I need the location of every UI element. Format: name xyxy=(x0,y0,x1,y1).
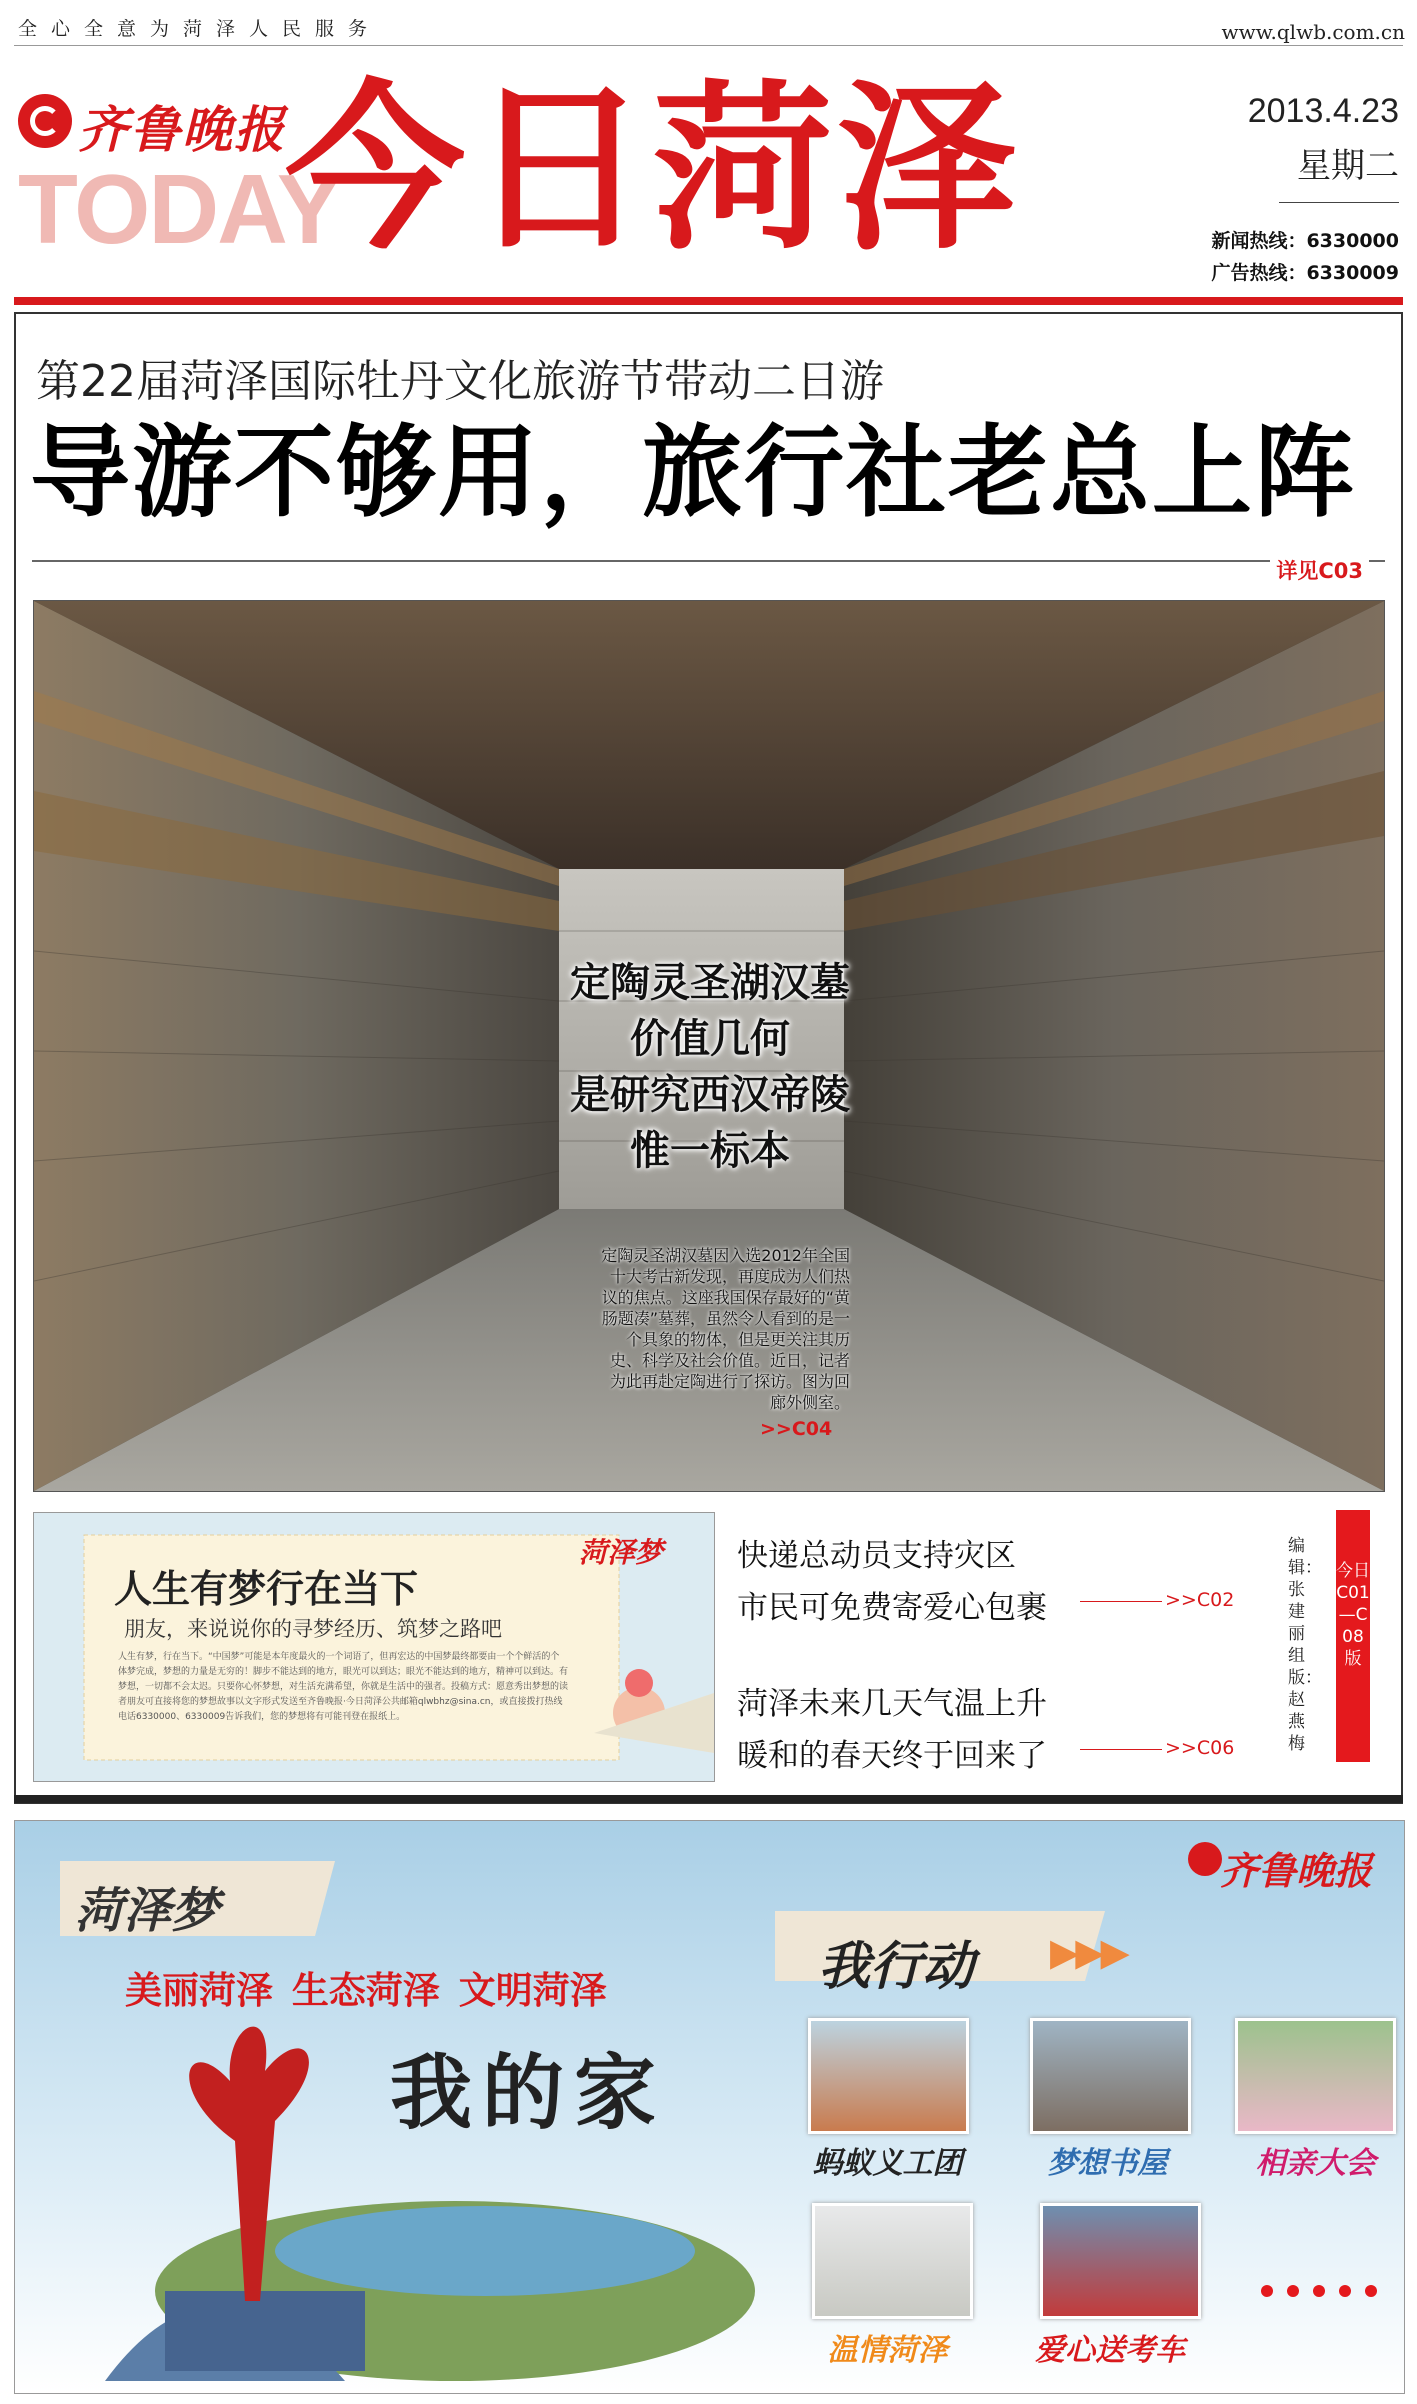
section-index-tab: 今日C01—C08版 xyxy=(1336,1510,1370,1762)
arrow-right-icon: ▶▶▶ xyxy=(1050,1930,1126,1974)
top-divider xyxy=(14,45,1403,46)
label-ant-volunteers[interactable]: 蚂蚁义工团 xyxy=(812,2146,963,2181)
dream-promo[interactable] xyxy=(33,1512,715,1782)
advert-action: 我行动 xyxy=(818,1936,975,1997)
today-logo: TODAY xyxy=(18,154,341,264)
thumb-blind-date[interactable] xyxy=(1235,2018,1396,2134)
headline-rule xyxy=(32,560,1385,562)
photo-caption: 定陶灵圣湖汉墓因入选2012年全国十大考古新发现，再度成为人们热议的焦点。这座我国保存最好的“黄肠题凑”墓葬，虽然令人看到的是一个具象的物体，但是更关注其历史、科学及社会价值。近日，记者为此再赴定陶进行了探访。图为回廊外侧室。 xyxy=(601,1246,850,1412)
promo-tag: 菏泽梦 xyxy=(579,1536,664,1569)
news-2-leader xyxy=(1080,1749,1162,1750)
news-2-line-2[interactable]: 暖和的春天终于回来了 xyxy=(737,1738,1047,1774)
masthead-rule xyxy=(14,297,1403,305)
website-link[interactable]: www.qlwb.com.cn xyxy=(1221,20,1405,44)
caption-ref-link[interactable]: >>C04 xyxy=(760,1418,833,1440)
masthead-slogan: 全心全意为菏泽人民服务 xyxy=(18,18,382,40)
thumb-exam-car[interactable] xyxy=(1040,2203,1201,2319)
advert-home: 我的家 xyxy=(390,2045,667,2141)
date-divider xyxy=(1279,202,1399,203)
brand-name: 齐鲁晚报 xyxy=(78,100,286,159)
issue-date: 2013.4.23 xyxy=(1247,92,1399,130)
news-hotline: 新闻热线：6330000 xyxy=(1211,230,1399,252)
overlay-line-1: 定陶灵圣湖汉墓 xyxy=(570,960,850,1006)
issue-weekday: 星期二 xyxy=(1297,146,1399,186)
news-1-line-1[interactable]: 快递总动员支持灾区 xyxy=(737,1538,1016,1574)
qilu-logo-icon xyxy=(18,94,72,148)
label-exam-car[interactable]: 爱心送考车 xyxy=(1035,2333,1185,2368)
news-1-line-2[interactable]: 市民可免费寄爱心包裹 xyxy=(737,1590,1047,1626)
lead-bottom-rule xyxy=(14,1795,1403,1803)
news-2-line-1[interactable]: 菏泽未来几天气温上升 xyxy=(737,1686,1047,1722)
advert-brand: 齐鲁晚报 xyxy=(1220,1848,1373,1893)
photo-overlay-title xyxy=(520,955,900,1179)
thumb-dream-bookhouse[interactable] xyxy=(1030,2018,1191,2134)
promo-subtitle: 朋友，来说说你的寻梦经历、筑梦之路吧 xyxy=(124,1617,502,1641)
see-also-link[interactable]: 详见C03 xyxy=(1270,555,1369,585)
news-2-ref[interactable]: >>C06 xyxy=(1165,1737,1235,1759)
paper-title: 今日菏泽 xyxy=(285,65,1022,274)
promo-body: 人生有梦，行在当下。“中国梦”可能是本年度最火的一个词语了，但再宏达的中国梦最终都要由一个个鲜活的个体梦完成，梦想的力量是无穷的！脚步不能达到的地方，眼光可以到达；眼光不能达到的地方，精神可以到达。有梦想，一切都不会太迟。只要你心怀梦想，对生活充满希望，你就是生活中的强者。投稿方式：愿意秀出梦想的读者朋友可直接将您的梦想故事以文字形式发送至齐鲁晚报·今日菏泽公共邮箱qlwbhz@sina.cn，或直接拨打热线电话6330000、6330009告诉我们，您的梦想将有可能刊登在报纸上。 xyxy=(118,1652,569,1722)
ad-hotline: 广告热线：6330009 xyxy=(1211,262,1399,284)
overlay-line-2: 价值几何 xyxy=(630,1016,790,1062)
news-1-leader xyxy=(1080,1601,1162,1602)
overlay-line-3: 是研究西汉帝陵 xyxy=(570,1072,850,1118)
thumb-ant-volunteers[interactable] xyxy=(808,2018,969,2134)
decorative-dots xyxy=(1247,2282,1377,2301)
editor-credit: 编辑：张建丽 组版：赵燕梅 xyxy=(1288,1536,1322,1754)
overlay-line-4: 惟一标本 xyxy=(630,1128,790,1174)
thumb-warm-heze[interactable] xyxy=(812,2203,973,2319)
label-dream-bookhouse[interactable]: 梦想书屋 xyxy=(1047,2146,1168,2181)
advert-tag: 菏泽梦 xyxy=(75,1883,220,1939)
label-blind-date[interactable]: 相亲大会 xyxy=(1255,2146,1376,2181)
lead-kicker: 第22届菏泽国际牡丹文化旅游节带动二日游 xyxy=(36,356,884,407)
advert-logo-icon xyxy=(1188,1842,1222,1876)
label-warm-heze[interactable]: 温情菏泽 xyxy=(827,2333,948,2368)
promo-title: 人生有梦行在当下 xyxy=(114,1567,419,1611)
lead-headline[interactable]: 导游不够用，旅行社老总上阵 xyxy=(30,414,1356,531)
advert-slogan: 美丽菏泽 生态菏泽 文明菏泽 xyxy=(125,1969,607,2012)
news-1-ref[interactable]: >>C02 xyxy=(1165,1589,1235,1611)
